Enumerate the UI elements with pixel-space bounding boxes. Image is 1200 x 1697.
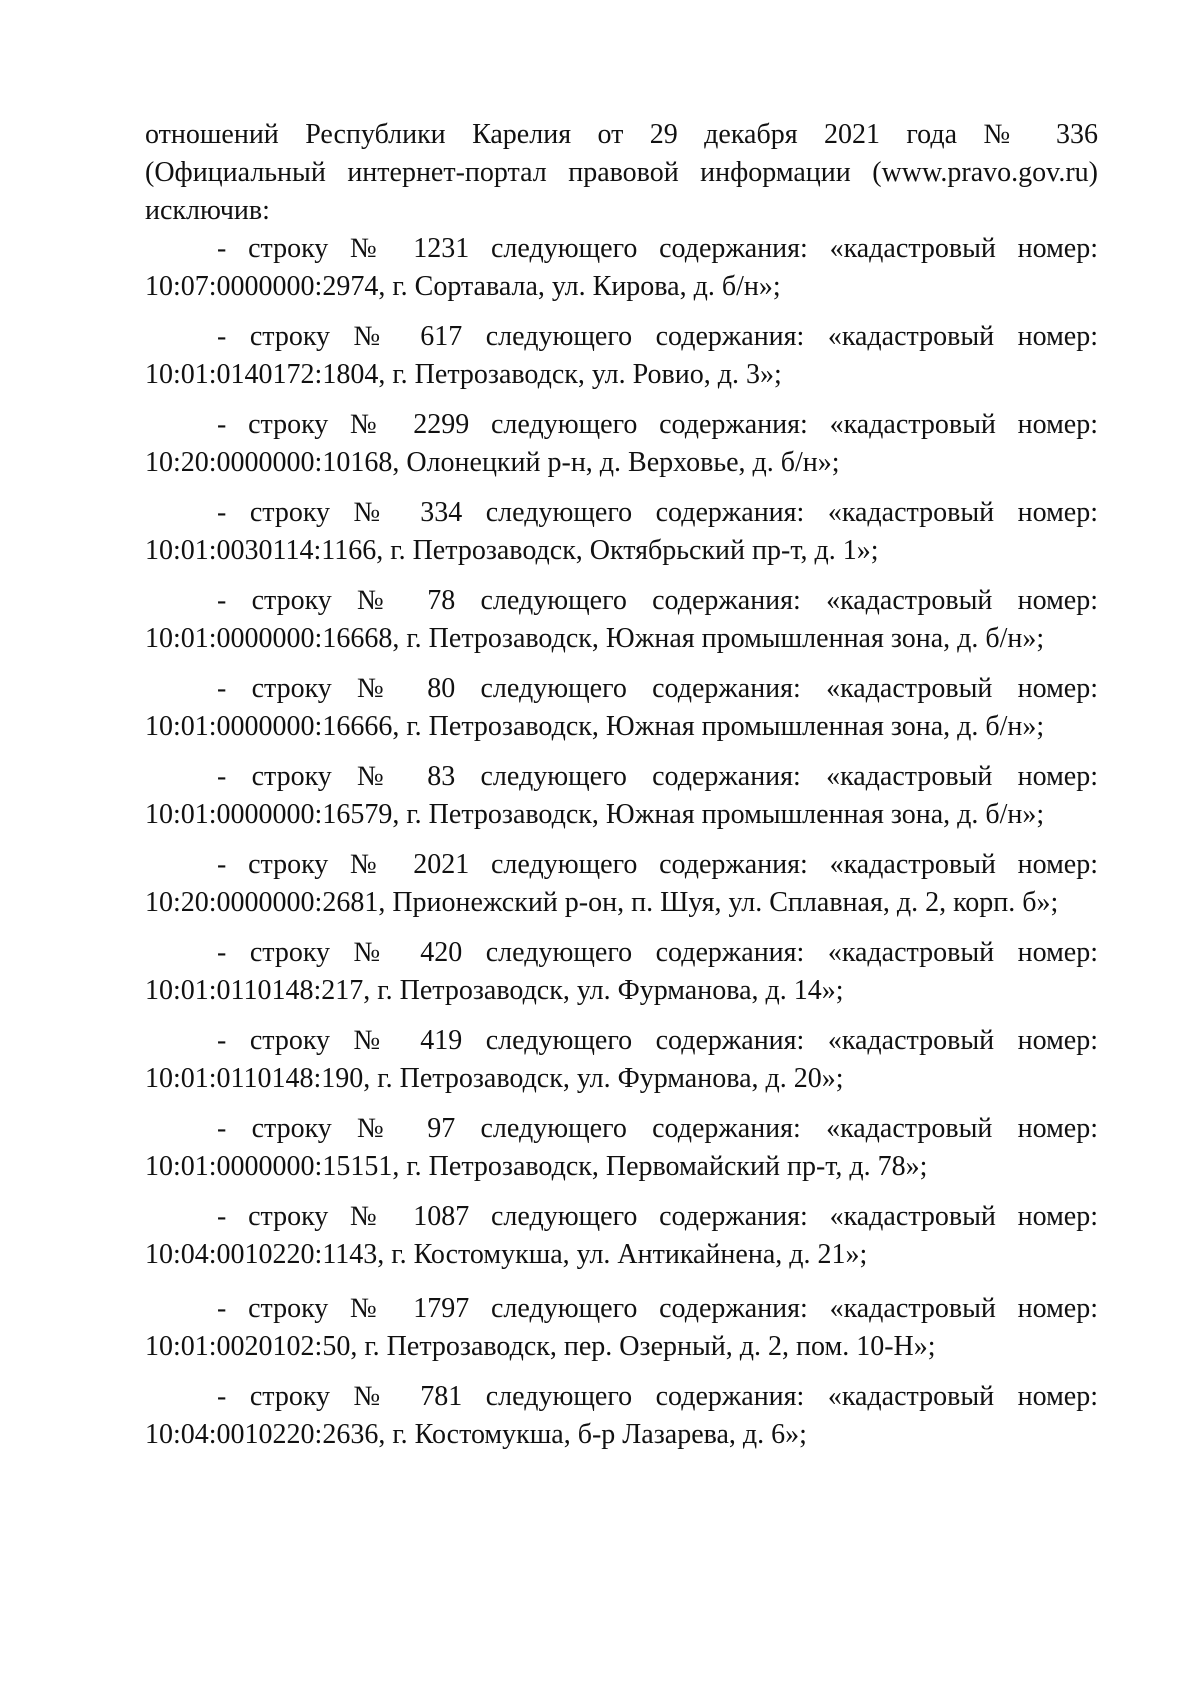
list-item-line-2: 10:07:0000000:2974, г. Сортавала, ул. Кирова, д. б/н»; [145,271,781,302]
list-item-line-1: - строку № 334 следующего содержания: «кадастровый номер: [217,497,1098,528]
list-item-line-1: - строку № 1797 следующего содержания: «кадастровый номер: [217,1293,1098,1324]
list-item-line-2: 10:20:0000000:10168, Олонецкий р-н, д. Верховье, д. б/н»; [145,447,840,478]
list-item-line-2: 10:01:0000000:16668, г. Петрозаводск, Южная промышленная зона, д. б/н»; [145,623,1045,654]
list-item-line-1: - строку № 83 следующего содержания: «кадастровый номер: [217,761,1098,792]
list-item-line-2: 10:01:0000000:15151, г. Петрозаводск, Первомайский пр-т, д. 78»; [145,1151,928,1182]
list-item-line-1: - строку № 2021 следующего содержания: «кадастровый номер: [217,849,1098,880]
list-item-line-1: - строку № 781 следующего содержания: «кадастровый номер: [217,1381,1098,1412]
list-item [145,494,1098,570]
list-item [145,318,1098,394]
list-item [145,1110,1098,1186]
list-item-line-1: - строку № 617 следующего содержания: «кадастровый номер: [217,321,1098,352]
intro-line-1: отношений Республики Карелия от 29 декабря 2021 года № 336 [145,119,1098,150]
list-item [145,230,1098,306]
list-item [145,670,1098,746]
intro-line-2: (Официальный интернет-портал правовой информации (www.pravo.gov.ru) [145,157,1098,188]
list-item [145,1378,1098,1454]
list-item-line-2: 10:01:0000000:16666, г. Петрозаводск, Южная промышленная зона, д. б/н»; [145,711,1045,742]
list-item-line-2: 10:04:0010220:1143, г. Костомукша, ул. Антикайнена, д. 21»; [145,1239,868,1270]
intro-line-3: исключив: [145,195,270,226]
list-item [145,758,1098,834]
list-item-line-2: 10:01:0020102:50, г. Петрозаводск, пер. Озерный, д. 2, пом. 10-Н»; [145,1331,936,1362]
list-item-line-1: - строку № 80 следующего содержания: «кадастровый номер: [217,673,1098,704]
list-item [145,1198,1098,1274]
list-item-line-2: 10:20:0000000:2681, Прионежский р-он, п. Шуя, ул. Сплавная, д. 2, корп. б»; [145,887,1059,918]
list-item-line-2: 10:01:0110148:217, г. Петрозаводск, ул. Фурманова, д. 14»; [145,975,844,1006]
list-item-line-2: 10:01:0110148:190, г. Петрозаводск, ул. Фурманова, д. 20»; [145,1063,844,1094]
list-item-line-2: 10:04:0010220:2636, г. Костомукша, б-р Лазарева, д. 6»; [145,1419,807,1450]
list-item-line-2: 10:01:0140172:1804, г. Петрозаводск, ул. Ровио, д. 3»; [145,359,782,390]
list-item-line-1: - строку № 2299 следующего содержания: «кадастровый номер: [217,409,1098,440]
list-item-line-2: 10:01:0030114:1166, г. Петрозаводск, Октябрьский пр-т, д. 1»; [145,535,879,566]
list-item-line-2: 10:01:0000000:16579, г. Петрозаводск, Южная промышленная зона, д. б/н»; [145,799,1045,830]
list-item-line-1: - строку № 97 следующего содержания: «кадастровый номер: [217,1113,1098,1144]
list-item-line-1: - строку № 419 следующего содержания: «кадастровый номер: [217,1025,1098,1056]
list-item-line-1: - строку № 1087 следующего содержания: «кадастровый номер: [217,1201,1098,1232]
list-item [145,934,1098,1010]
list-item [145,1290,1098,1366]
list-item [145,406,1098,482]
list-item [145,1022,1098,1098]
intro-paragraph [145,116,1098,230]
list-item [145,846,1098,922]
list-item-line-1: - строку № 420 следующего содержания: «кадастровый номер: [217,937,1098,968]
list-item-line-1: - строку № 78 следующего содержания: «кадастровый номер: [217,585,1098,616]
list-item-line-1: - строку № 1231 следующего содержания: «кадастровый номер: [217,233,1098,264]
list-item [145,582,1098,658]
